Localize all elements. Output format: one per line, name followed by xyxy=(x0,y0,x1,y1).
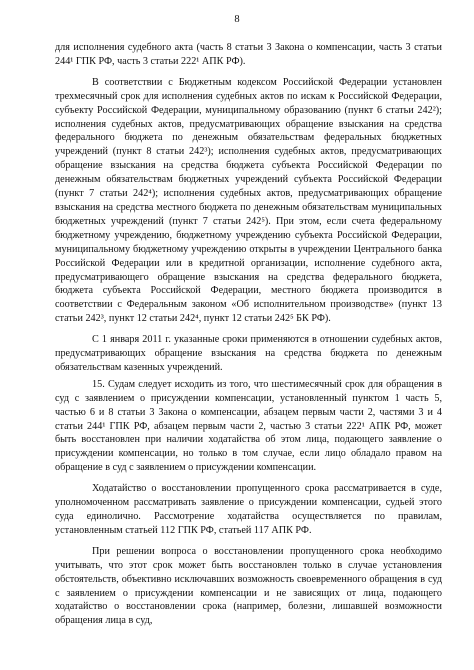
paragraph-petition-review: Ходатайство о восстановлении пропущенного срока рассматривается в суде, уполномоченном рассматривать заявление о присуждении компенсации, судьей этого суда единолично. Рассмотрение ходатайства осуществляется по правилам, установленным статьей 112 ГПК РФ, статьей 117 АПК РФ. xyxy=(55,483,442,536)
paragraph-item-15: 15. Судам следует исходить из того, что шестимесячный срок для обращения в суд с заявлением о присуждении компенсации, установленный пунктом 1 часть 5, частью 6 и 8 статьи 3 Закона о компенсации, абзацем первым части 2, частями 3 и 4 статьи 244¹ ГПК РФ, абзацем первым части 2, частью 3 статьи 222¹ АПК РФ, может быть восстановлен при наличии ходатайства об этом лица, подающего заявление о присуждении компенсации, но только в том случае, если лицо обладало правом на обращение в суд с заявлением о присуждении компенсации. xyxy=(55,378,442,474)
paragraph-2011-terms: С 1 января 2011 г. указанные сроки применяются в отношении судебных актов, предусматривающих обращение взыскания на средства бюджета по денежным обязательствам казенных учреждений. xyxy=(55,334,442,373)
document-body xyxy=(55,41,442,628)
paragraph-continuation: для исполнения судебного акта (часть 8 статьи 3 Закона о компенсации, часть 3 статьи 244¹ ГПК РФ, часть 3 статьи 222¹ АПК РФ). xyxy=(55,42,442,67)
page-number: 8 xyxy=(234,14,240,25)
paragraph-budget-code: В соответствии с Бюджетным кодексом Российской Федерации установлен трехмесячный срок для исполнения судебных актов по искам к Российской Федерации, субъекту Российской Федерации, муниципальному образованию (пункт 6 статьи 242²); исполнения судебных актов, предусматривающих обращение взыскания на средства федерального бюджета по денежным обязательствам федеральных бюджетных учреждений (пункт 8 статьи 242³); исполнения судебных актов, предусматривающих обращение взыскания на средства бюджета субъекта Российской Федерации по денежным обязательствам бюджетных учреждений субъекта Российской Федерации (пункт 7 статьи 242⁴); исполнения судебных актов, предусматривающих обращение взыскания на средства местного бюджета по денежным обязательствам муниципальных бюджетных учреждений (пункт 7 статьи 242⁵). При этом, если счета федеральному бюджетному учреждению, бюджетному учреждению субъекта Российской Федерации, муниципальному бюджетному учреждению открыты в учреждении Центрального банка Российской Федерации или в кредитной организации, исполнение судебного акта, предусматривающего обращение взыскания на средства федерального бюджета, бюджета субъекта Российской Федерации, местного бюджета производится в соответствии с Федеральным законом «Об исполнительном производстве» (пункт 13 статьи 242³, пункт 12 статьи 242⁴, пункт 12 статьи 242⁵ БК РФ). xyxy=(55,76,442,325)
paragraph-restoration-term: При решении вопроса о восстановлении пропущенного срока необходимо учитывать, что этот срок может быть восстановлен только в случае установления обстоятельств, объективно исключавших возможность своевременного обращения в суд с заявлением о присуждении компенсации и не зависящих от лица, подающего ходатайство о восстановлении срока (например, болезни, лишавшей возможности обращения лица в суд, xyxy=(55,545,442,627)
